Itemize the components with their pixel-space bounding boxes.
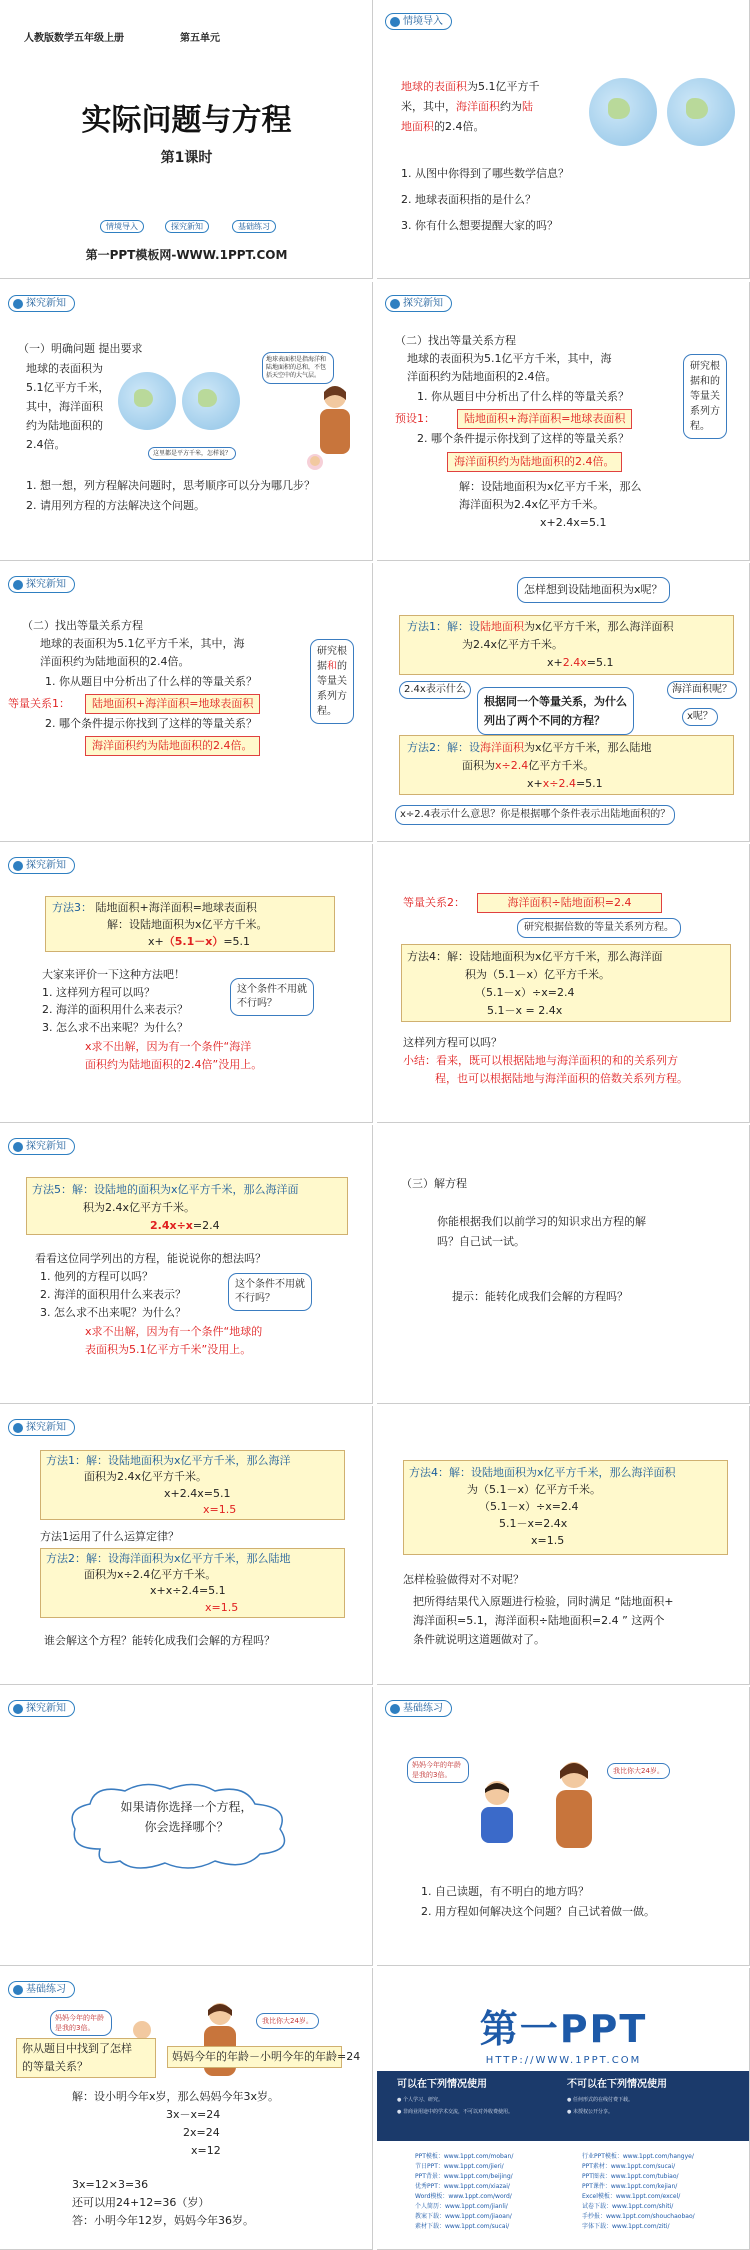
question: 2. 请用列方程的方法解决这个问题。: [26, 499, 205, 512]
pill-intro[interactable]: 情境导入: [100, 220, 144, 233]
pill-practice[interactable]: 基础练习: [232, 220, 276, 233]
question: 方法1运用了什么运算定律？: [40, 1530, 179, 1543]
text: 条件就说明这道题做对了。: [413, 1633, 545, 1646]
section-badge: 探究新知: [8, 857, 75, 874]
teacher-icon: [310, 382, 360, 462]
question-cloud: x÷2.4表示什么意思？你是根据哪个条件表示出陆地面积的？: [395, 805, 675, 825]
site-link[interactable]: 试卷下载：www.1ppt.com/shiti/: [582, 2203, 674, 2210]
equation-box: 海洋面积约为陆地面积的2.4倍。: [85, 736, 260, 756]
question-cloud: 这个条件不用就 不行吗？: [230, 978, 314, 1016]
pill-explore[interactable]: 探究新知: [165, 220, 209, 233]
header-left: 人教版数学五年级上册: [24, 33, 124, 44]
text: 如果请你选择一个方程，: [120, 1800, 253, 1814]
section-badge: 情境导入: [385, 13, 452, 30]
site-link[interactable]: 手抄报：www.1ppt.com/shouchaobao/: [582, 2213, 695, 2220]
text: 洋面积约为陆地面积的2.4倍。: [40, 655, 190, 668]
equation-box: 海洋面积约为陆地面积的2.4倍。: [447, 452, 622, 472]
text: 你会选择哪个？: [144, 1820, 229, 1834]
equation: 妈妈今年的年龄－小明今年的年龄=24: [172, 2050, 361, 2063]
label: 等量关系1：: [8, 697, 70, 710]
globe-icon: [667, 78, 735, 146]
page-title: 实际问题与方程: [81, 103, 292, 138]
badge-icon: [13, 1423, 23, 1433]
badge-icon: [13, 1985, 23, 1995]
question: 2. 哪个条件提示你找到了这样的等量关系？: [417, 432, 629, 445]
section-badge: 探究新知: [8, 576, 75, 593]
text: ● 非商业用途中的学术交流，不可以对外收费使用。: [397, 2109, 513, 2115]
speech-bubble: 我比你大24岁。: [607, 1763, 670, 1779]
label: 等量关系2：: [403, 896, 465, 909]
site-link[interactable]: Excel模板：www.1ppt.com/excel/: [582, 2193, 681, 2200]
badge-icon: [13, 299, 23, 309]
slide-explore-5[interactable]: 探究新知 方法3： 陆地面积+海洋面积=地球表面积 解：设陆地面积为x亿平方千米。 x+（5.1－x）=5.1 大家来评价一下这种方法吧！ 1. 这样列方程可以吗？ 2. 海洋的面积用什么来表示？ 3. 怎么求不出来呢？为什么？ x求不出解，因为有一个条件“海洋 面积约为陆地面积的2.4倍”没用上。 这个条件不用就 不行吗？: [0, 844, 373, 1123]
question: 2. 海洋的面积用什么来表示？: [42, 1003, 188, 1016]
site-link[interactable]: PPT图表：www.1ppt.com/tubiao/: [582, 2173, 679, 2180]
text: ● 个人学习、研究。: [397, 2097, 443, 2103]
badge-icon: [390, 1704, 400, 1714]
hint: 提示：能转化成我们会解的方程吗？: [452, 1290, 628, 1303]
usage-forbidden-title: 不可以在下列情况使用: [567, 2079, 667, 2090]
section-badge: 探究新知: [8, 295, 75, 312]
link-list: [415, 2152, 513, 2232]
slide-explore-4[interactable]: 怎样想到设陆地面积为x呢？ 方法1：解：设陆地面积为x亿平方千米，那么海洋面积 为2.4x亿平方千米。 x+2.4x=5.1 2.4x表示什么 海洋面积呢？ 根据同一个等量关系，为什么 列出了两个不同的方程？ x呢？ 方法2：解：设海洋面积为x亿平方千米，那么陆地 面积为x÷2.4亿平方千米。 x+x÷2.4=5.1 x÷2.4表示什么意思？你是根据哪个条件表示出陆地面积的？: [377, 563, 750, 842]
answer: x求不出解，因为有一个条件“地球的: [85, 1325, 263, 1338]
question-cloud: 怎样想到设陆地面积为x呢？: [517, 577, 670, 603]
brand-url[interactable]: HTTP://WWW.1PPT.COM: [485, 2055, 642, 2066]
site-link[interactable]: 个人简历：www.1ppt.com/jianli/: [415, 2203, 508, 2210]
equation-box: 陆地面积+海洋面积=地球表面积: [85, 694, 260, 714]
question-cloud: x呢？: [682, 708, 718, 726]
slide-explore-2[interactable]: [377, 282, 750, 561]
answer: x求不出解，因为有一个条件“海洋: [85, 1040, 252, 1053]
question: 3. 你有什么想要提醒大家的吗？: [401, 219, 558, 232]
slide-practice-1[interactable]: [377, 1687, 750, 1966]
text: 约为陆地面积的: [26, 419, 103, 432]
question: 1. 他列的方程可以吗？: [40, 1270, 153, 1283]
question: 2. 地球表面积指的是什么？: [401, 193, 536, 206]
equation-box: 海洋面积÷陆地面积=2.4: [477, 893, 662, 913]
site-link[interactable]: 教案下载：www.1ppt.com/jiaoan/: [415, 2213, 512, 2220]
question: 1. 想一想，列方程解决问题时，思考顺序可以分为哪几步？: [26, 479, 315, 492]
badge-icon: [13, 861, 23, 871]
question: 1. 你从题目中分析出了什么样的等量关系？: [417, 390, 629, 403]
text: 答：小明今年12岁，妈妈今年36岁。: [72, 2214, 254, 2227]
mother-icon: [542, 1757, 607, 1852]
summary: 程，也可以根据陆地与海洋面积的倍数关系列方程。: [435, 1072, 688, 1085]
note-cloud: 研究根 据和的 等量关 系列方 程。: [683, 354, 727, 439]
text: 你能根据我们以前学习的知识求出方程的解: [437, 1215, 646, 1228]
question: 2. 用方程如何解决这个问题？自己试着做一做。: [421, 1905, 655, 1918]
summary: 小结：看来，既可以根据陆地与海洋面积的和的关系列方: [403, 1054, 678, 1067]
section-badge: 探究新知: [8, 1700, 75, 1717]
slide-practice-2[interactable]: [0, 1968, 373, 2250]
site-link[interactable]: PPT课件：www.1ppt.com/kejian/: [582, 2183, 678, 2190]
slide-intro[interactable]: 情境导入 地球的表面积为5.1亿平方千 米，其中，海洋面积约为陆 地面积的2.4倍。 1. 从图中你得到了哪些数学信息？ 2. 地球表面积指的是什么？ 3. 你有什么想要提醒大家的吗？: [377, 0, 750, 279]
child-icon: [300, 452, 330, 474]
question: 1. 你从题目中分析出了什么样的等量关系？: [45, 675, 257, 688]
text: 解：设陆地面积为x亿平方千米，那么: [459, 480, 642, 493]
text: 还可以用24+12=36（岁）: [72, 2196, 210, 2209]
equation-box: 陆地面积+海洋面积=地球表面积: [457, 409, 632, 429]
question: 3. 怎么求不出来呢？为什么？: [40, 1306, 186, 1319]
globe-icon: [589, 78, 657, 146]
speech-bubble: 这里都是平方千米，怎样说？: [148, 447, 236, 460]
boy-icon: [467, 1777, 527, 1847]
slide-brand[interactable]: [377, 1968, 750, 2250]
heading: （二）找出等量关系方程: [22, 619, 143, 632]
slide-explore-7[interactable]: 探究新知 方法5：解：设陆地的面积为x亿平方千米，那么海洋面 积为2.4x亿平方千米。 2.4x÷x=2.4 看看这位同学列出的方程，能说说你的想法吗？ 1. 他列的方程可以吗？ 2. 海洋的面积用什么来表示？ 3. 怎么求不出来呢？为什么？ x求不出解，因为有一个条件“地球的 表面积为5.1亿平方千米”没用上。 这个条件不用就 不行吗？: [0, 1125, 373, 1404]
slide-explore-9[interactable]: 探究新知 方法1：解：设陆地面积为x亿平方千米，那么海洋 面积为2.4x亿平方千米。 x+2.4x=5.1 x=1.5 方法1运用了什么运算定律？ 方法2：解：设海洋面积为x亿平方千米，那么陆地 面积为x÷2.4亿平方千米。 x+x÷2.4=5.1 x=1.5 谁会解这个方程？能转化成我们会解的方程吗？: [0, 1406, 373, 1685]
site-link[interactable]: Word模板：www.1ppt.com/word/: [415, 2193, 512, 2200]
text: 把所得结果代入原题进行检验，同时满足 “陆地面积+: [413, 1595, 674, 1608]
heading: （二）找出等量关系方程: [395, 334, 516, 347]
section-badge: 基础练习: [8, 1981, 75, 1998]
question: 1. 从图中你得到了哪些数学信息？: [401, 167, 569, 180]
question-cloud: 根据同一个等量关系，为什么 列出了两个不同的方程？: [477, 687, 634, 735]
note-cloud: 研究根据倍数的等量关系列方程。: [517, 918, 681, 938]
speech-bubble: 我比你大24岁。: [256, 2013, 319, 2029]
answer: 面积约为陆地面积的2.4倍”没用上。: [85, 1058, 263, 1071]
equation: 3x=12×3=36: [72, 2178, 149, 2191]
speech-bubble: 妈妈今年的年龄是我的3倍。: [50, 2010, 112, 2036]
equation: x+2.4x=5.1: [540, 516, 607, 529]
question: 怎样检验做得对不对呢？: [403, 1573, 524, 1586]
section-badge: 探究新知: [8, 1419, 75, 1436]
question: 谁会解这个方程？能转化成我们会解的方程吗？: [44, 1634, 275, 1647]
site-link[interactable]: PPT模板：www.1ppt.com/moban/: [415, 2153, 514, 2160]
slide-explore-1[interactable]: [0, 282, 373, 561]
text: 的等量关系？: [22, 2060, 88, 2073]
question: 3. 怎么求不出来呢？为什么？: [42, 1021, 188, 1034]
site-link[interactable]: 优秀PPT：www.1ppt.com/xiazai/: [415, 2183, 510, 2190]
heading: （三）解方程: [401, 1177, 467, 1190]
slide-explore-10[interactable]: 方法4：解：设陆地面积为x亿平方千米，那么海洋面积 为（5.1－x）亿平方千米。 （5.1－x）÷x=2.4 5.1－x=2.4x x=1.5 怎样检验做得对不对呢？ 把所得结果代入原题进行检验，同时满足 “陆地面积+ 海洋面积=5.1，海洋面积÷陆地面积=2.4 ” 这两个 条件就说明这道题做对了。: [377, 1406, 750, 1685]
link-list: [582, 2152, 695, 2232]
site-link[interactable]: PPT素材：www.1ppt.com/sucai/: [582, 2163, 676, 2170]
brand-logo: 第一PPT: [479, 2007, 648, 2051]
question-cloud: 2.4x表示什么: [399, 681, 471, 699]
slide-explore-6[interactable]: 等量关系2： 海洋面积÷陆地面积=2.4 研究根据倍数的等量关系列方程。 方法4：解：设陆地面积为x亿平方千米，那么海洋面 积为（5.1－x）亿平方千米。 （5.1－x）÷x=2.4 5.1－x = 2.4x 这样列方程可以吗？ 小结：看来，既可以根据陆地与海洋面积的和的关系列方 程，也可以根据陆地与海洋面积的倍数关系列方程。: [377, 844, 750, 1123]
text: 看看这位同学列出的方程，能说说你的想法吗？: [35, 1252, 266, 1265]
heading: （一）明确问题 提出要求: [18, 342, 143, 355]
slide-cover[interactable]: [0, 0, 373, 279]
text: 洋面积约为陆地面积的2.4倍。: [407, 370, 557, 383]
text: 这样列方程可以吗？: [403, 1036, 502, 1049]
text: ● 未授权公开分享。: [567, 2109, 613, 2115]
text: 你从题目中找到了怎样: [22, 2042, 132, 2055]
badge-icon: [390, 17, 400, 27]
text: 解：设小明今年x岁，那么妈妈今年3x岁。: [72, 2090, 280, 2103]
site-link[interactable]: PPT背景：www.1ppt.com/beijing/: [415, 2173, 513, 2180]
label: 预设1：: [395, 412, 435, 425]
badge-icon: [13, 580, 23, 590]
slide-explore-8[interactable]: [377, 1125, 750, 1404]
globe-icon: [182, 372, 240, 430]
slide-explore-11[interactable]: [0, 1687, 373, 1966]
question-cloud: 这个条件不用就 不行吗？: [228, 1273, 312, 1311]
slide-explore-3[interactable]: [0, 563, 373, 842]
note-cloud: 研究根 据和的 等量关 系列方 程。: [310, 639, 354, 724]
equation: 2x=24: [183, 2126, 220, 2139]
section-badge: 探究新知: [8, 1138, 75, 1155]
subtitle: 第1课时: [160, 150, 213, 166]
site-link[interactable]: 素材下载：www.1ppt.com/sucai/: [415, 2223, 510, 2230]
text: 吗？自己试一试。: [437, 1235, 525, 1248]
text: ● 任何形式的在线付费下载。: [567, 2097, 633, 2103]
text: 地球的表面积为5.1亿平方千米，其中，海: [40, 637, 245, 650]
answer: 表面积为5.1亿平方千米”没用上。: [85, 1343, 252, 1356]
site-link[interactable]: 行业PPT模板：www.1ppt.com/hangye/: [582, 2153, 694, 2160]
header-right: 第五单元: [180, 33, 220, 44]
section-badge: 探究新知: [385, 295, 452, 312]
speech-bubble: 妈妈今年的年龄是我的3倍。: [407, 1757, 469, 1783]
globe-icon: [118, 372, 176, 430]
site-link[interactable]: 字体下载：www.1ppt.com/ziti/: [582, 2223, 670, 2230]
text: 海洋面积=5.1，海洋面积÷陆地面积=2.4 ” 这两个: [413, 1614, 665, 1627]
usage-allowed-title: 可以在下列情况使用: [397, 2079, 487, 2090]
text: 大家来评价一下这种方法吧！: [42, 968, 185, 981]
question: 2. 哪个条件提示你找到了这样的等量关系？: [45, 717, 257, 730]
text: 地球的表面积为5.1亿平方千米，其中，海: [407, 352, 612, 365]
footer-site: 第一PPT模板网-WWW.1PPT.COM: [85, 248, 288, 262]
site-link[interactable]: 节日PPT：www.1ppt.com/jieri/: [415, 2163, 504, 2170]
question: 1. 这样列方程可以吗？: [42, 986, 155, 999]
section-badge: 基础练习: [385, 1700, 452, 1717]
text: 地球的表面积为: [26, 362, 103, 375]
text: 2.4倍。: [26, 438, 66, 451]
text: 其中，海洋面积: [26, 400, 103, 413]
text: 5.1亿平方千米，: [26, 381, 110, 394]
equation: 3x－x=24: [166, 2108, 221, 2121]
text: 海洋面积为2.4x亿平方千米。: [459, 498, 605, 511]
question: 2. 海洋的面积用什么来表示？: [40, 1288, 186, 1301]
question-cloud: 海洋面积呢？: [667, 681, 737, 699]
badge-icon: [13, 1142, 23, 1152]
badge-icon: [390, 299, 400, 309]
speech-bubble: 地球表面积是指海洋和陆地面积的总和，不包括天空中的大气层。: [262, 352, 334, 384]
equation: x=12: [191, 2144, 221, 2157]
badge-icon: [13, 1704, 23, 1714]
question: 1. 自己读题，有不明白的地方吗？: [421, 1885, 589, 1898]
